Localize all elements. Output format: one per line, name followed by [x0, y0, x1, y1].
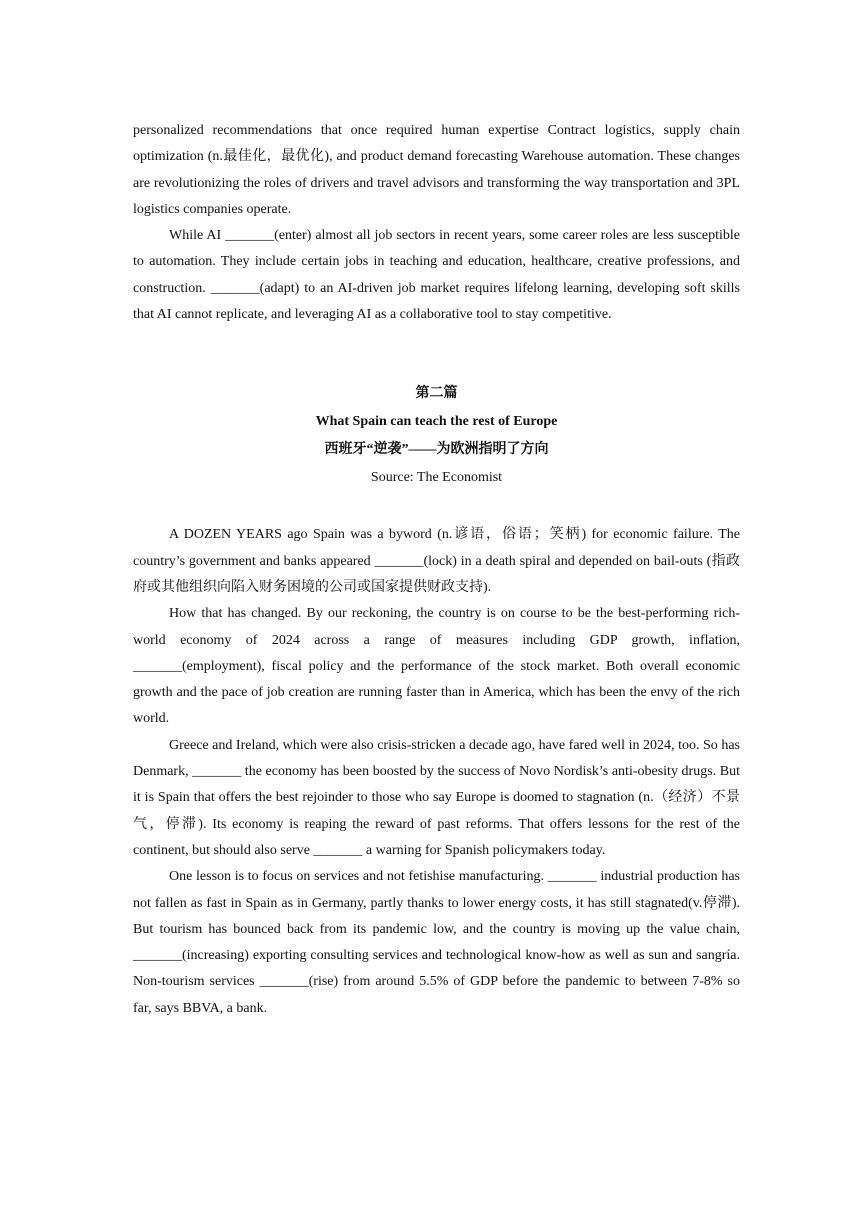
section-label: 第二篇: [415, 386, 458, 402]
document-page: [133, 118, 740, 1022]
paragraph-1: personalized recommendations that once required human expertise Contract logistics, supply chain optimization (n.最佳化，最优化), and product demand forecasting Warehouse automation. These changes are revolutionizing the roles of drivers and travel advisors and transforming the way transportation and 3PL logistics companies operate.: [133, 123, 740, 217]
section-gap: [133, 328, 740, 380]
paragraph-4: How that has changed. By our reckoning, the country is on course to be the best-performing rich-world economy of 2024 across a range of measures including GDP growth, inflation, _______(employment), fiscal policy and the performance of the stock market. Both overall economic growth and the pace of job creation are running faster than in America, which has been the envy of the rich world.: [133, 606, 740, 727]
paragraph-3: A DOZEN YEARS ago Spain was a byword (n.谚语，俗语；笑柄) for economic failure. The country’s government and banks appeared _______(lock) in a death spiral and depended on bail-outs (指政府或其他组织向陷入财务困境的公司或国家提供财政支持).: [133, 527, 740, 595]
paragraph-2: While AI _______(enter) almost all job sectors in recent years, some career roles are less susceptible to automation. They include certain jobs in teaching and education, healthcare, creative professions, and construction. _______(adapt) to an AI-driven job market requires lifelong learning, developing soft skills that AI cannot replicate, and leveraging AI as a collaborative tool to stay competitive.: [133, 228, 740, 323]
article-title-en: What Spain can teach the rest of Europe: [315, 414, 558, 430]
source-gap: [133, 492, 740, 522]
paragraph-6: One lesson is to focus on services and not fetishise manufacturing. _______ industrial production has not fallen as fast in Spain as in Germany, partly thanks to lower energy costs, it has still stagnated(v.停滞). But tourism has bounced back from its pandemic low, and the country is moving up the value chain, _______(increasing) exporting consulting services and technological know-how as well as sun and sangría. Non-tourism services _______(rise) from around 5.5% of GDP before the pandemic to between 7-8% so far, says BBVA, a bank.: [133, 869, 740, 1016]
article-title-zh: 西班牙“逆袭”——为欧洲指明了方向: [324, 442, 549, 458]
article-source: Source: The Economist: [370, 470, 503, 486]
paragraph-5: Greece and Ireland, which were also crisis-stricken a decade ago, have fared well in 2024, too. So has Denmark, _______ the economy has been boosted by the success of Novo Nordisk’s anti-obesity drugs. But it is Spain that offers the best rejoinder to those who say Europe is doomed to stagnation (n.（经济）不景气，停滞). Its economy is reaping the reward of past reforms. That offers lessons for the rest of the continent, but should also serve _______ a warning for Spanish policymakers today.: [133, 737, 740, 858]
